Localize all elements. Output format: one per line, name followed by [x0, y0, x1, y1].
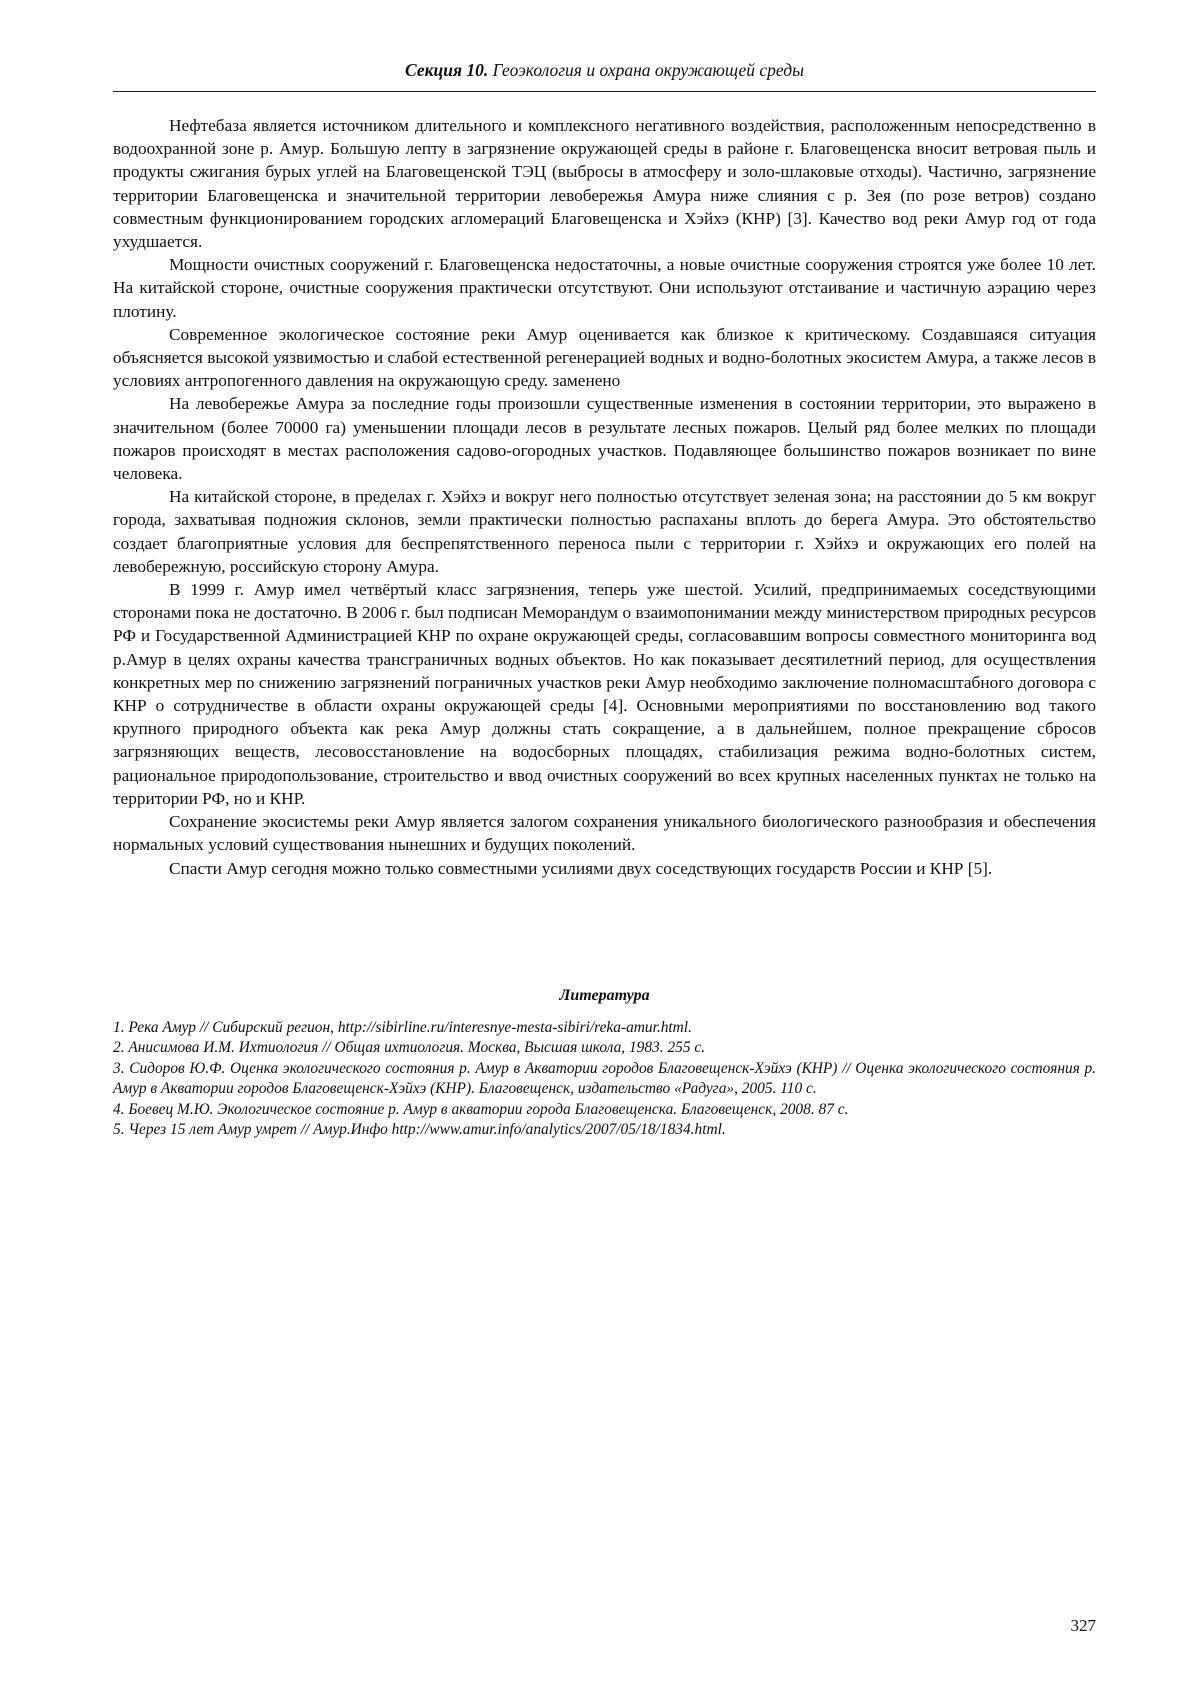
- paragraph: Мощности очистных сооружений г. Благовещенска недостаточны, а новые очистные сооружения строятся уже более 10 лет. На китайской стороне, очистные сооружения практически отсутствуют. Они используют отстаивание и частичную аэрацию через плотину.: [113, 255, 1096, 321]
- paragraph: На левобережье Амура за последние годы произошли существенные изменения в состоянии территории, это выражено в значительном (более 70000 га) уменьшении площади лесов в результате лесных пожаров. Целый ряд более мелких по площади пожаров происходят в местах расположения садово-огородных участков. Подавляющее большинство пожаров возникает по вине человека.: [113, 394, 1096, 484]
- paragraph: Спасти Амур сегодня можно только совместными усилиями двух соседствующих государств России и КНР [5].: [169, 858, 993, 878]
- paragraph: На китайской стороне, в пределах г. Хэйхэ и вокруг него полностью отсутствует зеленая зона; на расстоянии до 5 км вокруг города, захватывая подножия склонов, земли практически полностью распаханы вплоть до берега Амура. Это обстоятельство создает благоприятные условия для беспрепятственного переноса пыли с территории г. Хэйхэ и окружающих его полей на левобережную, российскую сторону Амура.: [113, 487, 1096, 576]
- paragraph: Сохранение экосистемы реки Амур является залогом сохранения уникального биологического разнообразия и обеспечения нормальных условий существования нынешних и будущих поколений.: [113, 812, 1096, 855]
- literature-heading: Литература: [559, 987, 650, 1004]
- page-number: 327: [1070, 1616, 1096, 1635]
- reference-list: [113, 1018, 1096, 1140]
- running-header: [113, 58, 1096, 82]
- reference-item: 3. Сидоров Ю.Ф. Оценка экологического состояния р. Амур в Акватории городов Благовещенск-Хэйхэ (КНР) // Оценка экологического состояния р. Амур в Акватории городов Благовещенск-Хэйхэ (КНР). Благовещенск, издательство «Радуга», 2005. 110 с.: [113, 1059, 1096, 1098]
- section-number: Секция 10.: [405, 60, 489, 80]
- reference-item: 1. Река Амур // Сибирский регион, http://sibirline.ru/interesnye-mesta-sibiri/reka-amur.html.: [113, 1019, 692, 1036]
- reference-item: 2. Анисимова И.М. Ихтиология // Общая ихтиология. Москва, Высшая школа, 1983. 255 с.: [113, 1039, 706, 1057]
- article-body: [113, 114, 1096, 880]
- section-topic: Геоэкология и охрана окружающей среды: [488, 60, 804, 80]
- paragraph: В 1999 г. Амур имел четвёртый класс загрязнения, теперь уже шестой. Усилий, предпринимаемых соседствующими сторонами пока не достаточно. В 2006 г. был подписан Меморандум о взаимопонимании между министерством природных ресурсов РФ и Государственной Администрацией КНР по охране окружающей среды, согласовавшим вопросы совместного мониторинга вод р.Амур в целях охраны качества трансграничных водных объектов. Но как показывает десятилетний период, для осуществления конкретных мер по снижению загрязнений пограничных участков реки Амур необходимо заключение полномасштабного договора с КНР о сотрудничестве в области охраны окружающей среды [4]. Основными мероприятиями по восстановлению вод такого крупного природного объекта как река Амур должны стать сокращение, а в дальнейшем, полное прекращение сбросов загрязняющих веществ, лесовосстановление на водосборных площадях, стабилизация режима водно-болотных систем, рациональное природопользование, строительство и ввод очистных сооружений во всех крупных населенных пунктах не только на территории РФ, но и КНР.: [113, 580, 1096, 808]
- header-rule: [113, 91, 1096, 92]
- paragraph: Нефтебаза является источником длительного и комплексного негативного воздействия, расположенным непосредственно в водоохранной зоне р. Амур. Большую лепту в загрязнение окружающей среды в районе г. Благовещенска вносит ветровая пыль и продукты сжигания бурых углей на Благовещенской ТЭЦ (выбросы в атмосферу и золо-шлаковые отходы). Частично, загрязнение территории Благовещенска и значительной территории левобережья Амура ниже слияния с р. Зея (по розе ветров) создано совместным функционированием городских агломераций Благовещенска и Хэйхэ (КНР) [3]. Качество вод реки Амур год от года ухудшается.: [113, 116, 1096, 252]
- reference-item: 4. Боевец М.Ю. Экологическое состояние р. Амур в акватории города Благовещенска. Благовещенск, 2008. 87 с.: [113, 1100, 849, 1118]
- reference-item: 5. Через 15 лет Амур умрет // Амур.Инфо http://www.amur.info/analytics/2007/05/18/1834.html.: [113, 1121, 726, 1139]
- paragraph: Современное экологическое состояние реки Амур оценивается как близкое к критическому. Создавшаяся ситуация объясняется высокой уязвимостью и слабой естественной регенерацией водных и водно-болотных экосистем Амура, а также лесов в условиях антропогенного давления на окружающую среду. заменено: [113, 324, 1096, 391]
